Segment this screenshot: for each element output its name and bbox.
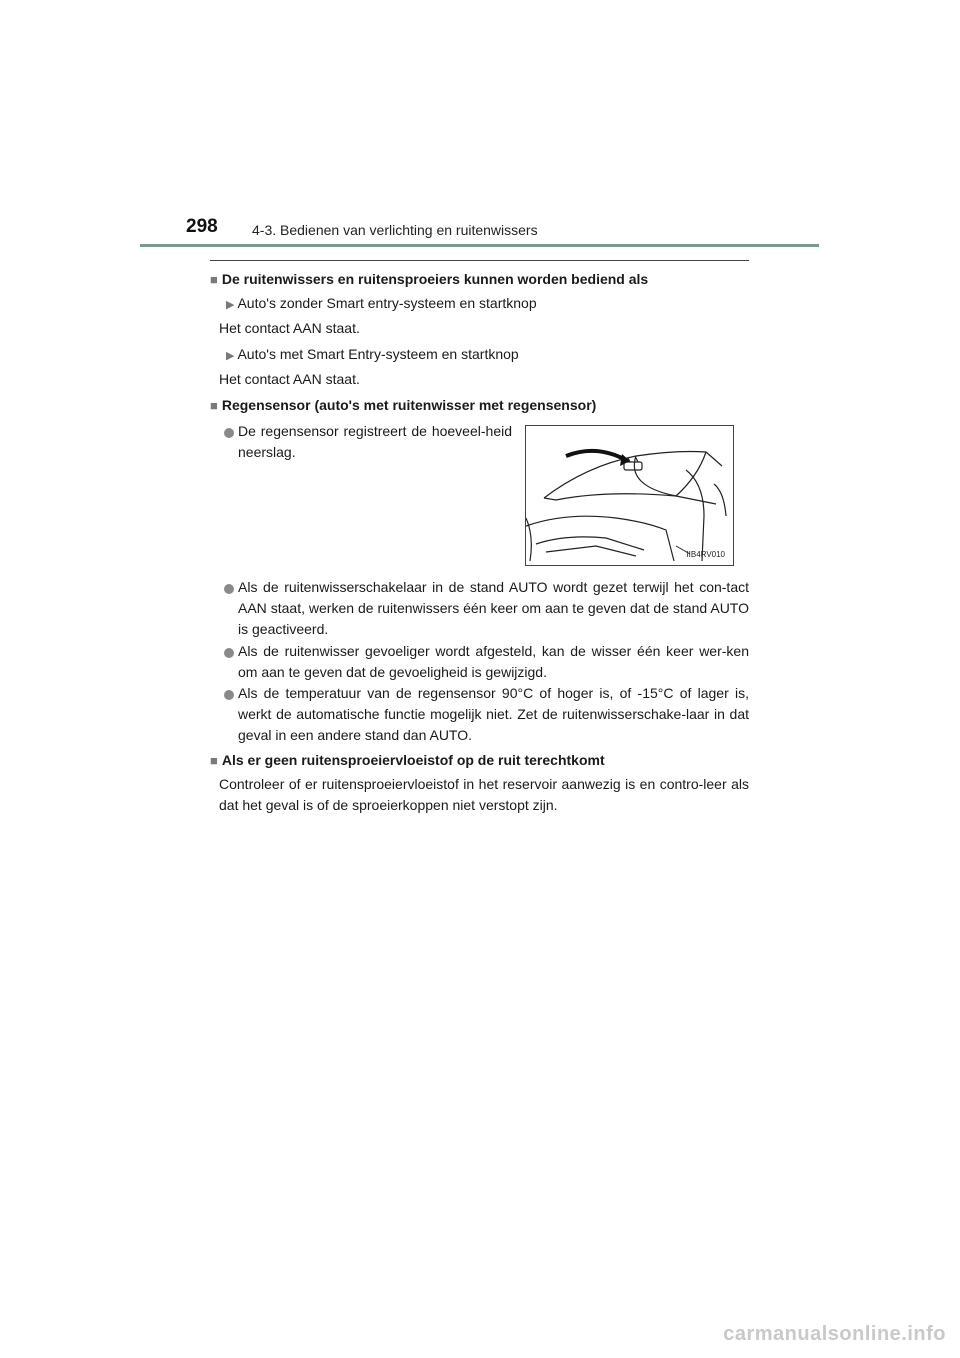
bullet-dot-icon [224,428,234,438]
case-text: Het contact AAN staat. [219,320,360,336]
case-label: Auto's met Smart Entry-systeem en startknop [237,346,519,362]
header-rule [140,244,819,247]
section-title: 4-3. Bedienen van verlichting en ruitenwissers [252,222,538,238]
watermark: carmanualsonline.info [723,1323,946,1345]
case-without-smart-entry [226,295,537,311]
bullet-dot-icon [224,584,234,594]
section-divider [210,260,749,261]
bullet-text: Als de ruitenwisser gevoeliger wordt afgesteld, kan de wisser één keer wer-ken om aan te geven dat de gevoeligheid is gewijzigd. [238,643,749,680]
bullet-text: Als de ruitenwisserschakelaar in de stand AUTO wordt gezet terwijl het con-tact AAN staat, werken de ruitenwissers één keer om aan te geven dat de stand AUTO is geactiveerd. [238,579,749,637]
triangle-bullet-icon: ▶ [226,299,235,311]
bullet-text: De regensensor registreert de hoeveel-heid neerslag. [238,423,512,460]
bullet-dot-icon [224,690,234,700]
section-text: Controleer of er ruitensproeiervloeistof in het reservoir aanwezig is en contro-leer als dat het geval is of de sproeierkoppen niet verstopt zijn. [219,776,749,813]
heading-sproeiervloeistof [210,752,605,768]
square-bullet-icon: ■ [210,398,218,413]
square-bullet-icon: ■ [210,272,218,287]
heading-text: Als er geen ruitensproeiervloeistof op de ruit terechtkomt [221,752,605,768]
rain-sensor-illustration [525,425,734,566]
triangle-bullet-icon: ▶ [226,350,235,362]
heading-bediend [210,271,648,287]
case-text: Het contact AAN staat. [219,371,360,387]
heading-regensensor [210,397,596,413]
case-label: Auto's zonder Smart entry-systeem en startknop [237,295,537,311]
windshield-drawing [526,426,733,565]
case-with-smart-entry [226,346,519,362]
square-bullet-icon: ■ [210,753,218,768]
page-number: 298 [186,216,218,237]
bullet-text: Als de temperatuur van de regensensor 90°C of hoger is, of -15°C of lager is, werkt de automatische functie mogelijk niet. Zet de ruitenwisserschake-laar in dat geval in een andere stand dan AUTO. [238,685,749,743]
figure-code: IIB4RV010 [686,550,725,559]
heading-text: De ruitenwissers en ruitensproeiers kunnen worden bediend als [221,271,649,287]
bullet-dot-icon [224,648,234,658]
heading-text: Regensensor (auto's met ruitenwisser met regensensor) [221,397,597,413]
